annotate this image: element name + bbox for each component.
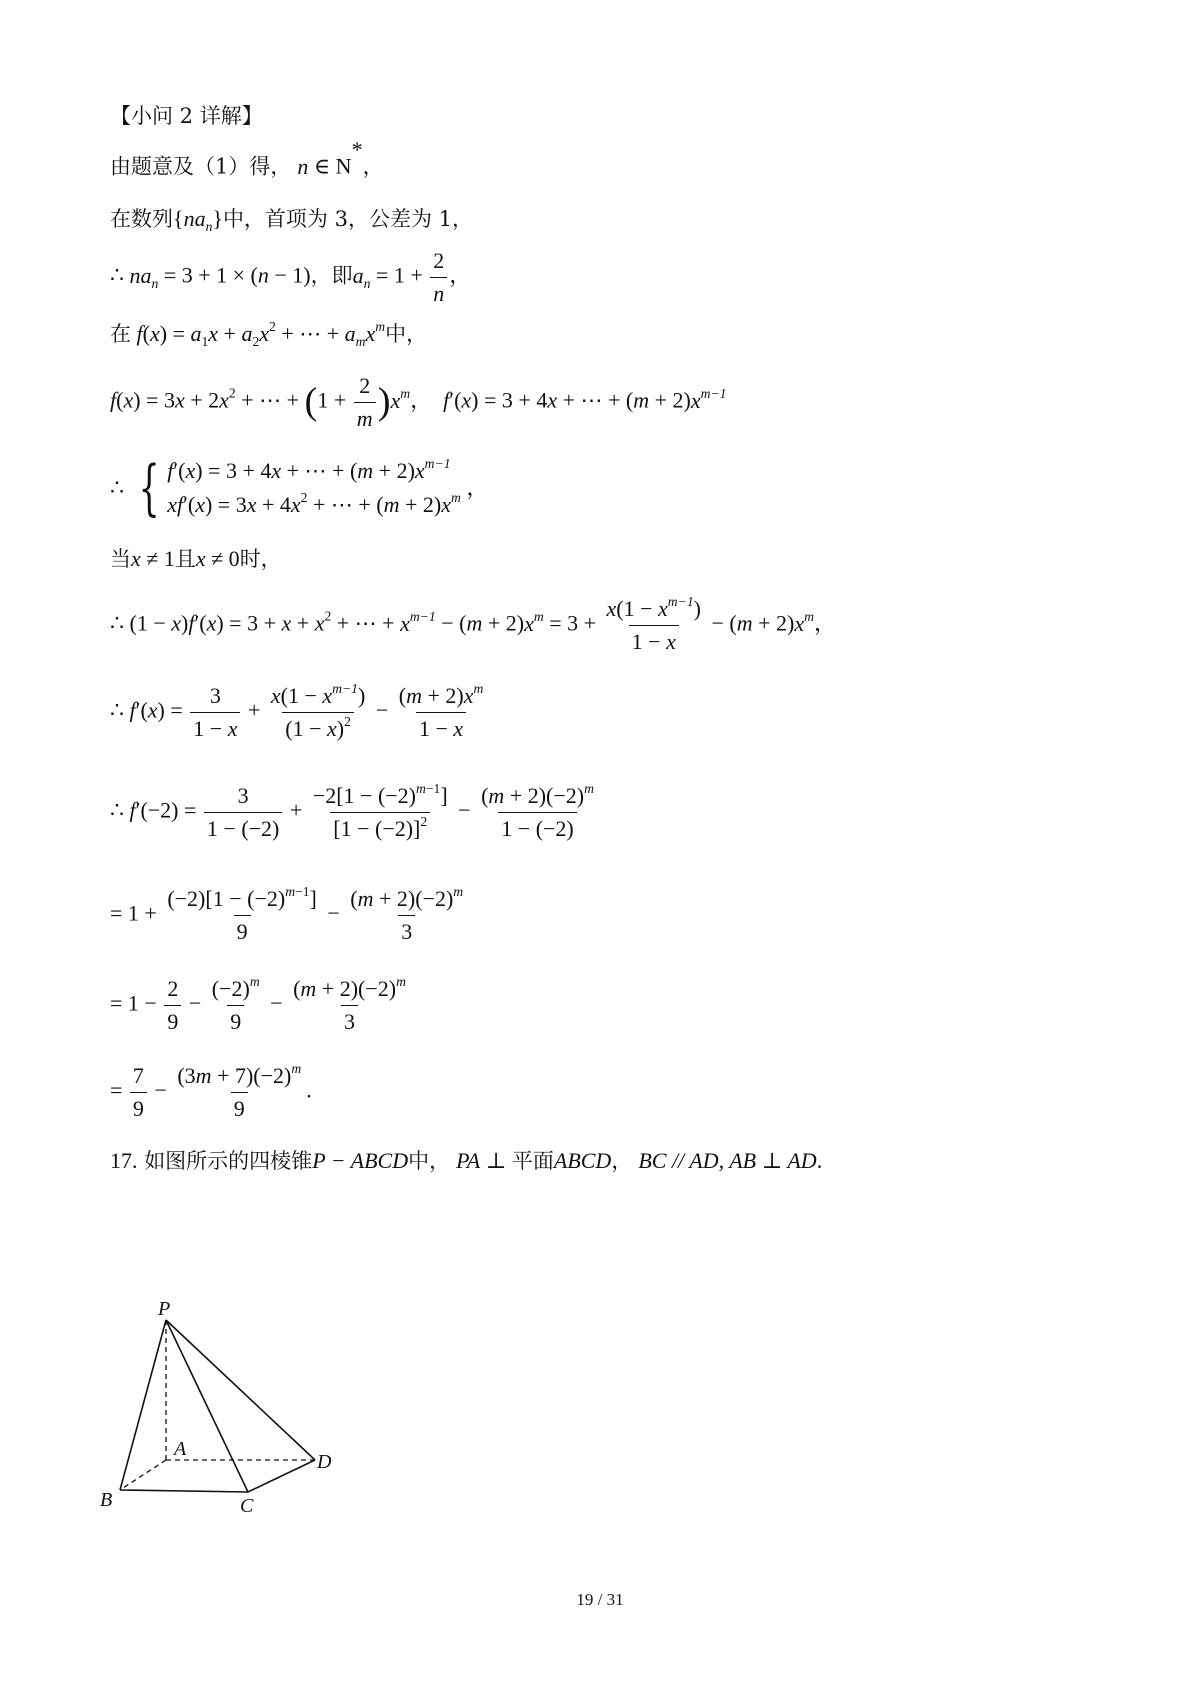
vertex-label-c: C — [240, 1495, 254, 1517]
sequence-line: 在数列$\{na_n\}$中，首项为 3，公差为 1， — [110, 206, 474, 234]
system-of-equations: ∴ { f′(x) = 3 + 4x + ⋯ + $(m + 2)x^{m-1}$ $xf'(x) = 3x + 4x^2$ + ⋯ + $(m + 2)x^m$ ， — [110, 453, 489, 523]
condition-text: 由题意及（1）得， — [110, 154, 292, 179]
vertex-label-p: P — [158, 1300, 171, 1320]
condition-line: 由题意及（1）得， n ∈ N*， — [110, 137, 384, 179]
vertex-label-a: A — [174, 1438, 187, 1460]
function-expansion-line: $f(x) = 3x + 2x^2$ + ⋯ + (1 + $\frac{2}{m}$ )$x^m$， f′(x) = 3 + 4x + ⋯ + $(m + 2)x^{m-1}$ — [110, 373, 727, 431]
vertex-label-b: B — [100, 1489, 113, 1511]
simplify-step-1: = 1 + $\frac{(-2)[1 - (-2)^{m-1}]}{9}$ − $\frac{(m + 2)(-2)^m}{3}$ — [110, 883, 464, 944]
pyramid-figure — [100, 1300, 360, 1530]
function-def-line: 在 $f(x) = a_1x + a_2x^2$ + ⋯ + $a_mx^m$中， — [110, 318, 428, 349]
subtraction-line: ∴ $(1 - x)f'(x) = 3 + x + x^2$ + ⋯ + $x^{m-1} - (m + 2)x^m = 3$ + $\frac{x(1 - x^{m-1})}{1 - x}$ − $(m + 2)x^m$， — [110, 593, 836, 654]
general-term-line: ∴ $na_n = 3 + 1 \times (n - 1)$，即$a_n = 1$ + $\frac{2}{n}$ ， — [110, 248, 472, 306]
derivative-line: ∴ f′(x) = $\frac{3}{1 - x}$ + $\frac{x(1 - x^{m-1})}{(1 - x)^2}$ − $\frac{(m + 2)x^m}{1 - x}$ — [110, 680, 484, 741]
vertex-label-d: D — [317, 1451, 332, 1473]
section-heading: 【小问 2 详解】 — [110, 104, 263, 128]
derivative-at-minus-2-line: ∴ f′(−2) = $\frac{3}{1 - (-2)}$ + $\frac{-2[1 - (-2)^{m-1}]}{[1 - (-2)]^2}$ − $\frac{(m + 2)(-2)^m}{1 - (-2)}$ — [110, 780, 594, 841]
question-17: 17. 如图所示的四棱锥P − ABCD中， PA ⊥ 平面ABCD， BC // AD, AB ⊥ AD. — [110, 1148, 823, 1173]
page-number: 19 / 31 — [576, 1590, 624, 1609]
condition-x-line: 当x ≠ 1且x ≠ 0时， — [110, 546, 282, 571]
final-result: = $\frac{7}{9}$ − $\frac{(3m + 7)(-2)^m}{9}$ . — [110, 1060, 312, 1121]
simplify-step-2: = 1 − $\frac{2}{9}$ − $\frac{(-2)^m}{9}$ − $\frac{(m + 2)(-2)^m}{3}$ — [110, 973, 406, 1034]
